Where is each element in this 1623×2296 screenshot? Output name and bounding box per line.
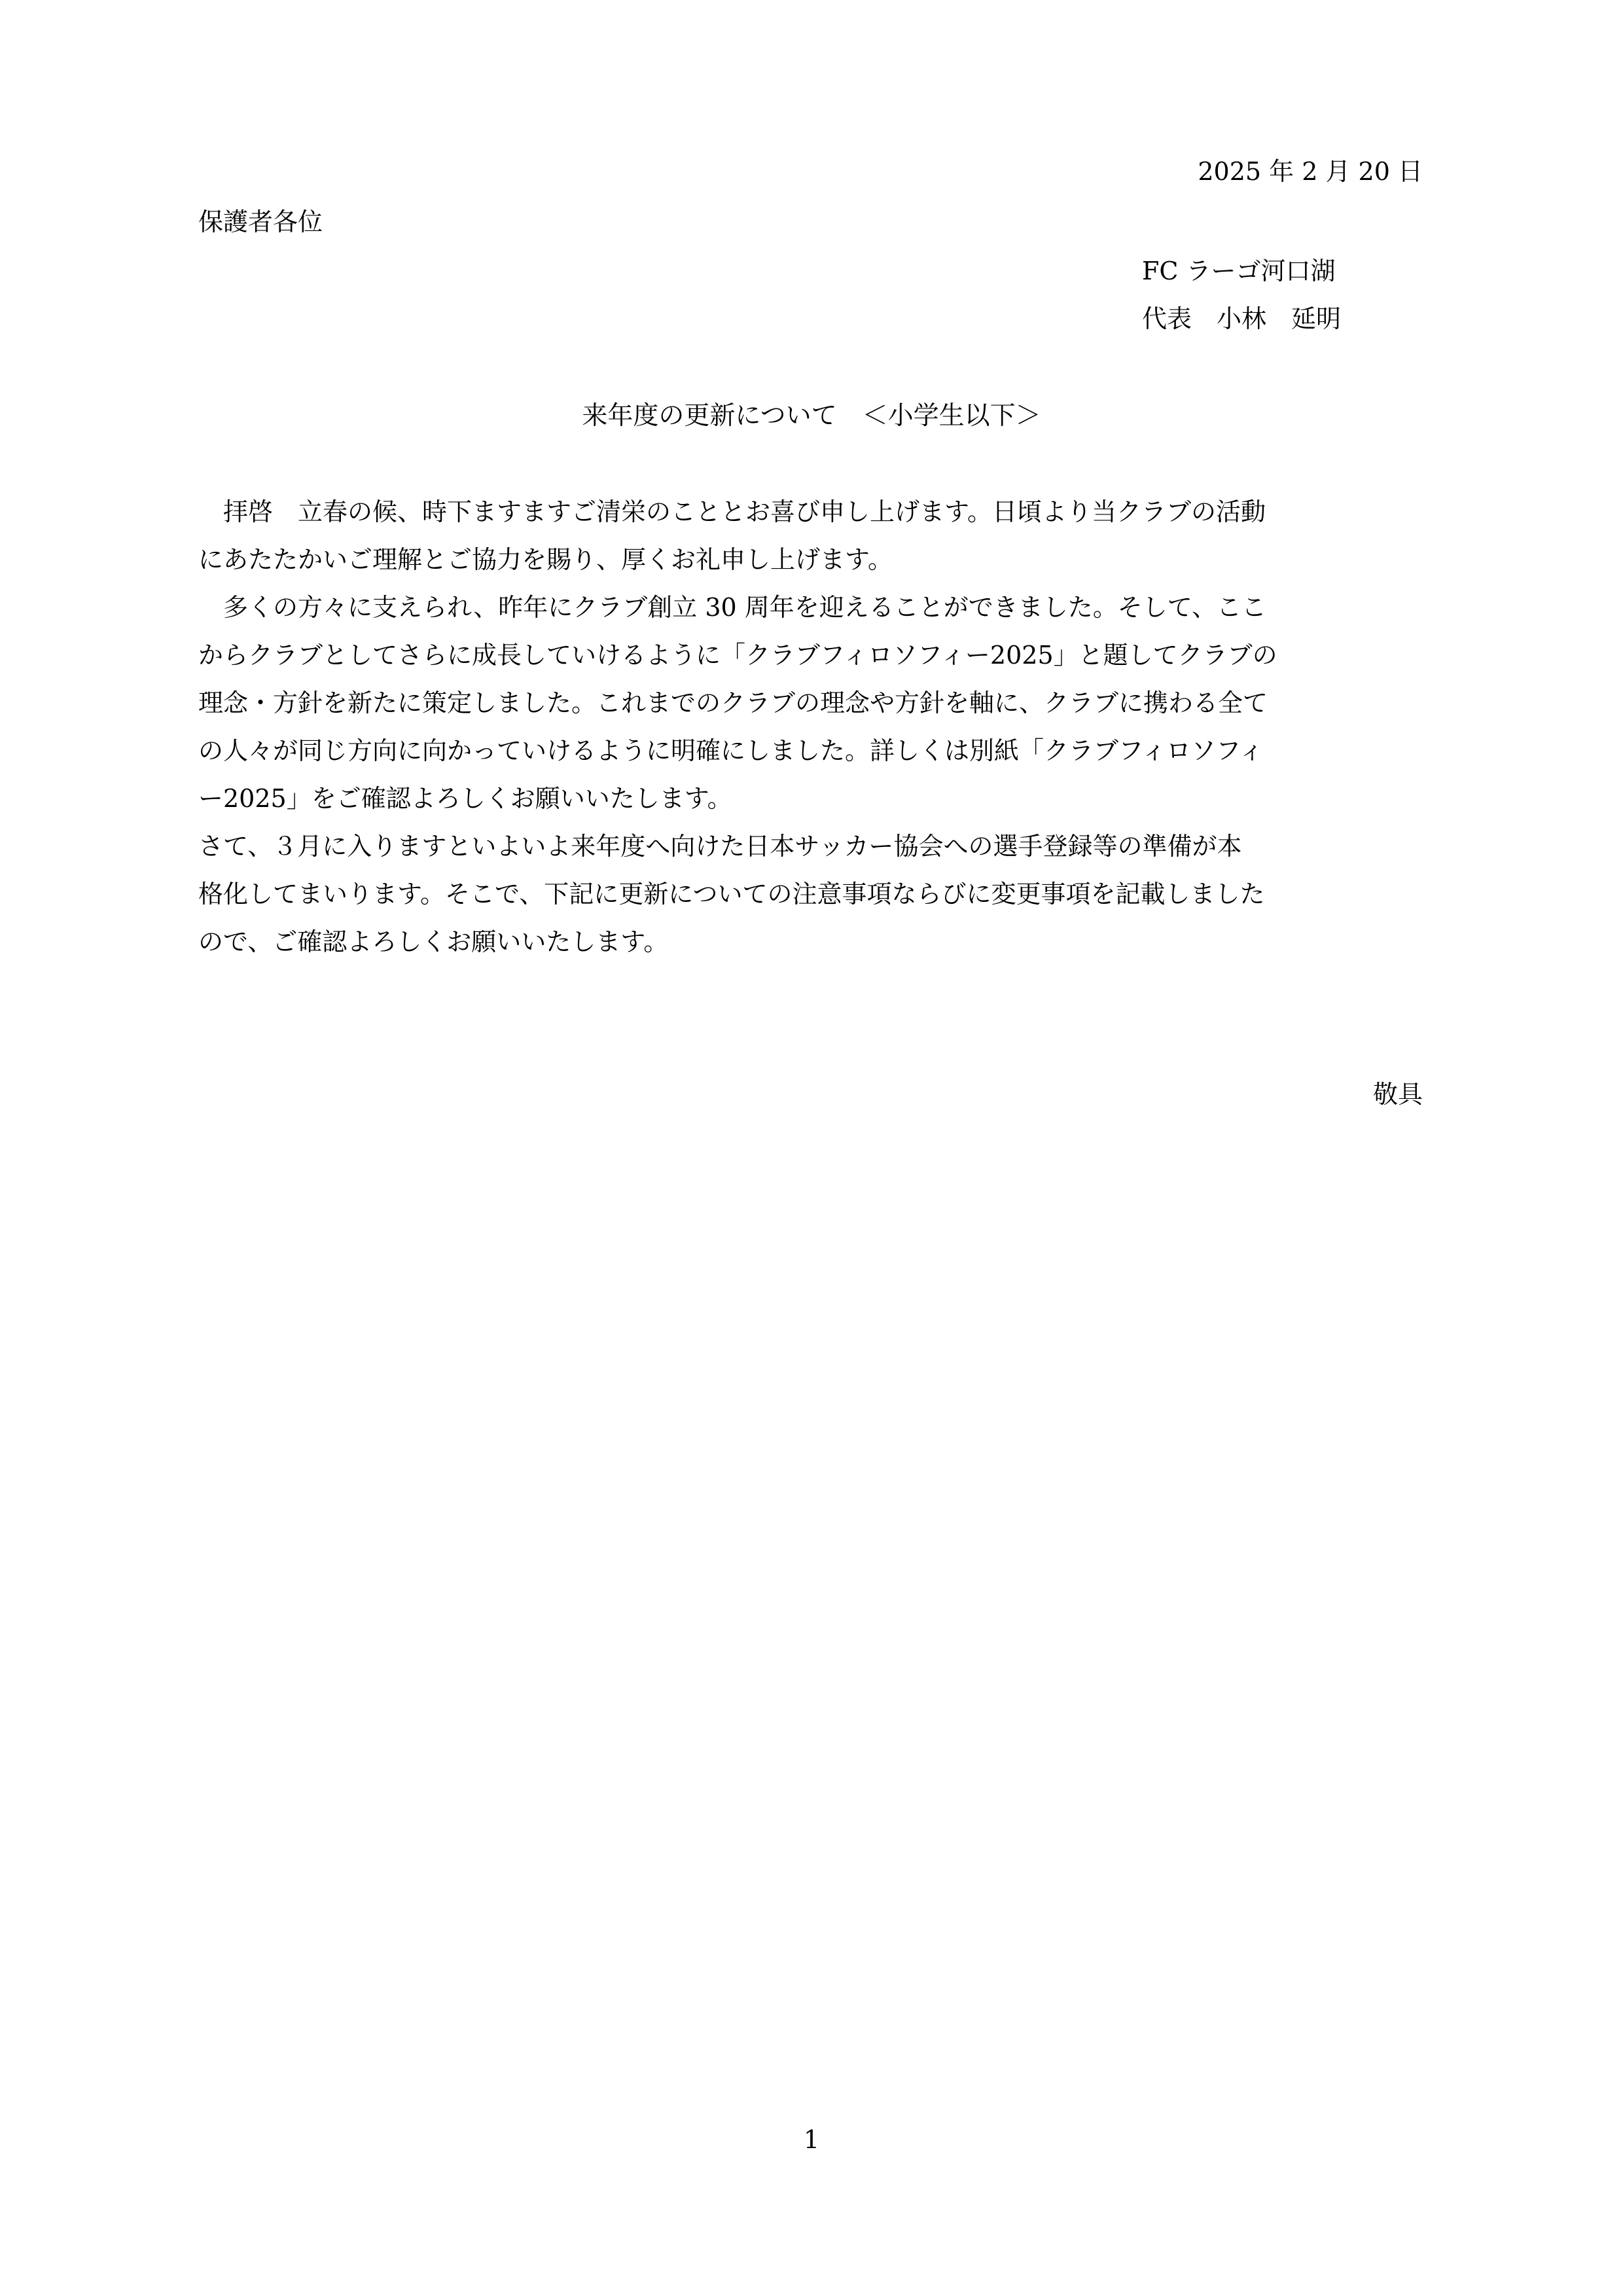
body-line: ので、ご確認よろしくお願いいたします。	[198, 927, 669, 956]
body-line: ー2025」をご確認よろしくお願いいたします。	[198, 784, 732, 813]
body-line: 格化してまいります。そこで、下記に更新についての注意事項ならびに変更事項を記載しました	[198, 880, 1265, 908]
body-line: 拝啓 立春の候、時下ますますご清栄のこととお喜び申し上げます。日頃より当クラブの活動	[198, 497, 1266, 526]
body-line: の人々が同じ方向に向かっていけるように明確にしました。詳しくは別紙「クラブフィロソフィ	[198, 736, 1264, 765]
letter-title: 来年度の更新について ＜小学生以下＞	[582, 401, 1041, 431]
body-line: 多くの方々に支えられ、昨年にクラブ創立 30 周年を迎えることができました。そして、ここ	[198, 593, 1267, 622]
letter-closing: 敬具	[1372, 1080, 1423, 1109]
body-line: にあたたかいご理解とご協力を賜り、厚くお礼申し上げます。	[198, 545, 893, 574]
body-line: さて、３月に入りますといよいよ来年度へ向けた日本サッカー協会への選手登録等の準備が本	[198, 832, 1242, 861]
sender-representative: 代表 小林 延明	[1142, 304, 1342, 333]
letter-body	[198, 496, 1425, 974]
page-number: 1	[803, 2125, 820, 2154]
letter-recipient: 保護者各位	[198, 207, 323, 236]
sender-organization: FC ラーゴ河口湖	[1142, 257, 1336, 285]
body-line: 理念・方針を新たに策定しました。これまでのクラブの理念や方針を軸に、クラブに携わる全て	[198, 689, 1268, 717]
body-line: からクラブとしてさらに成長していけるように「クラブフィロソフィー2025」と題してクラブの	[198, 641, 1277, 670]
letter-date: 2025 年 2 月 20 日	[1198, 157, 1423, 186]
